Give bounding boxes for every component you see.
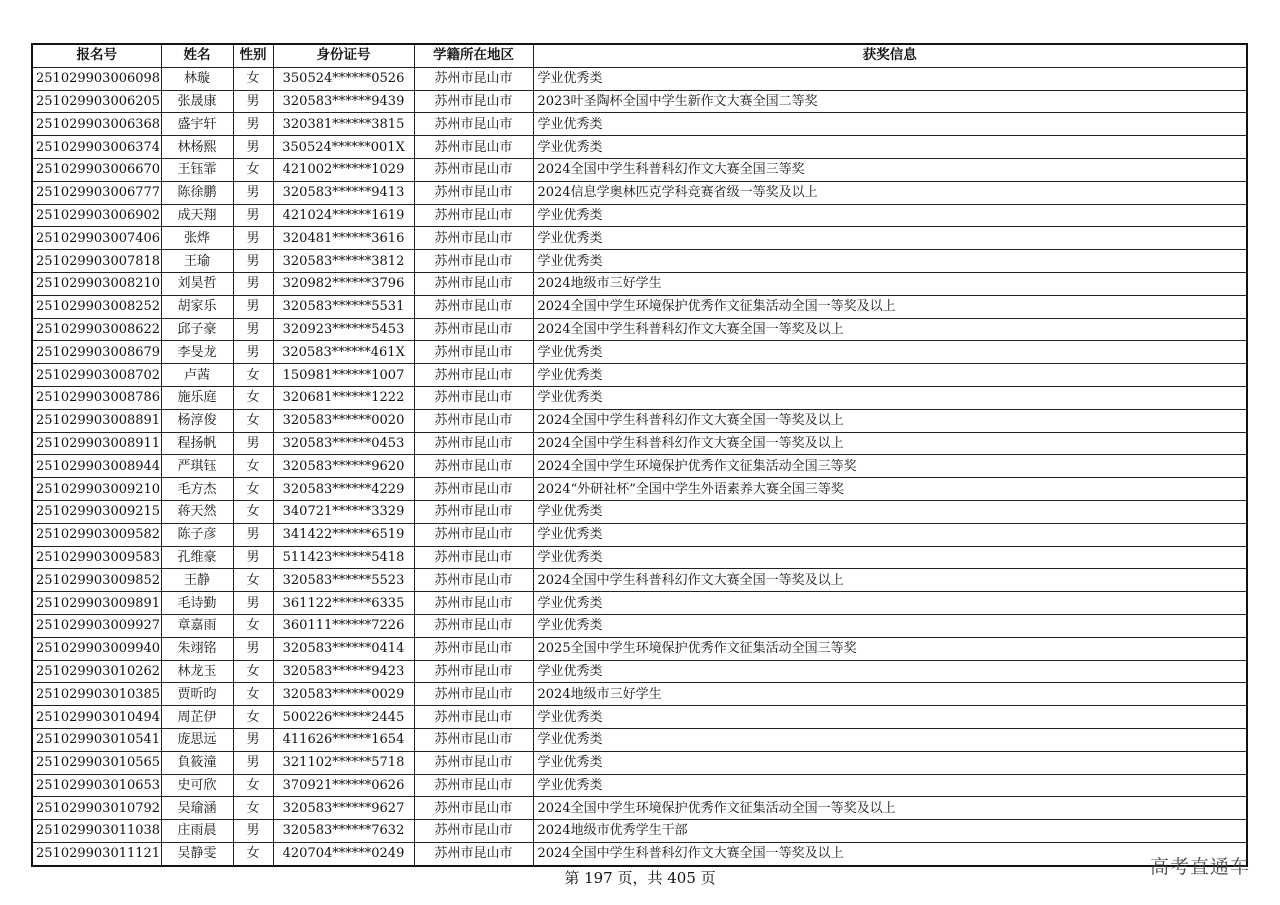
cell-region: 苏州市昆山市 — [414, 409, 533, 432]
cell-region: 苏州市昆山市 — [414, 797, 533, 820]
cell-id-number: 411626******1654 — [273, 728, 414, 751]
results-table — [31, 43, 1248, 867]
cell-region: 苏州市昆山市 — [414, 820, 533, 843]
cell-name: 胡家乐 — [161, 295, 233, 318]
cell-id-number: 150981******1007 — [273, 364, 414, 387]
cell-award: 学业优秀类 — [533, 136, 1247, 159]
cell-region: 苏州市昆山市 — [414, 728, 533, 751]
cell-gender: 女 — [233, 455, 273, 478]
cell-award: 学业优秀类 — [533, 386, 1247, 409]
col-header-registration-no: 报名号 — [32, 44, 161, 67]
cell-name: 刘昊哲 — [161, 272, 233, 295]
cell-award: 2024地级市优秀学生干部 — [533, 820, 1247, 843]
cell-award: 2024信息学奥林匹克学科竞赛省级一等奖及以上 — [533, 181, 1247, 204]
cell-id-number: 361122******6335 — [273, 592, 414, 615]
table-row — [32, 204, 1247, 227]
table-row — [32, 158, 1247, 181]
cell-registration-no: 251029903006777 — [32, 181, 161, 204]
cell-gender: 男 — [233, 728, 273, 751]
cell-registration-no: 251029903008911 — [32, 432, 161, 455]
table-row — [32, 136, 1247, 159]
cell-name: 陈徐鹏 — [161, 181, 233, 204]
cell-award: 学业优秀类 — [533, 706, 1247, 729]
table-row — [32, 569, 1247, 592]
cell-name: 林龙玉 — [161, 660, 233, 683]
col-header-award: 获奖信息 — [533, 44, 1247, 67]
cell-registration-no: 251029903006368 — [32, 113, 161, 136]
cell-id-number: 420704******0249 — [273, 842, 414, 865]
cell-registration-no: 251029903010792 — [32, 797, 161, 820]
cell-region: 苏州市昆山市 — [414, 523, 533, 546]
table-row — [32, 181, 1247, 204]
cell-region: 苏州市昆山市 — [414, 90, 533, 113]
cell-gender: 女 — [233, 364, 273, 387]
table-row — [32, 250, 1247, 273]
cell-id-number: 320583******3812 — [273, 250, 414, 273]
cell-id-number: 341422******6519 — [273, 523, 414, 546]
cell-id-number: 320583******7632 — [273, 820, 414, 843]
cell-gender: 女 — [233, 158, 273, 181]
cell-gender: 女 — [233, 67, 273, 90]
table-row — [32, 341, 1247, 364]
cell-id-number: 320583******0453 — [273, 432, 414, 455]
cell-registration-no: 251029903006670 — [32, 158, 161, 181]
cell-id-number: 421024******1619 — [273, 204, 414, 227]
cell-award: 学业优秀类 — [533, 204, 1247, 227]
table-row — [32, 113, 1247, 136]
table-row — [32, 706, 1247, 729]
cell-gender: 男 — [233, 227, 273, 250]
cell-award: 学业优秀类 — [533, 67, 1247, 90]
watermark-logo-text: 高考直通车 — [1149, 856, 1250, 878]
cell-id-number: 320583******5531 — [273, 295, 414, 318]
cell-gender: 男 — [233, 181, 273, 204]
cell-name: 毛方杰 — [161, 478, 233, 501]
cell-name: 林璇 — [161, 67, 233, 90]
cell-region: 苏州市昆山市 — [414, 158, 533, 181]
cell-id-number: 421002******1029 — [273, 158, 414, 181]
cell-id-number: 320481******3616 — [273, 227, 414, 250]
cell-award: 2024全国中学生环境保护优秀作文征集活动全国一等奖及以上 — [533, 797, 1247, 820]
cell-gender: 男 — [233, 341, 273, 364]
cell-name: 陈子彦 — [161, 523, 233, 546]
cell-name: 朱翊铭 — [161, 637, 233, 660]
cell-award: 2024地级市三好学生 — [533, 683, 1247, 706]
cell-region: 苏州市昆山市 — [414, 842, 533, 865]
table-row — [32, 409, 1247, 432]
table-row — [32, 592, 1247, 615]
cell-award: 2023叶圣陶杯全国中学生新作文大赛全国二等奖 — [533, 90, 1247, 113]
cell-gender: 女 — [233, 774, 273, 797]
cell-award: 学业优秀类 — [533, 592, 1247, 615]
cell-registration-no: 251029903009215 — [32, 500, 161, 523]
cell-name: 杨淳俊 — [161, 409, 233, 432]
cell-region: 苏州市昆山市 — [414, 341, 533, 364]
cell-award: 2024全国中学生环境保护优秀作文征集活动全国三等奖 — [533, 455, 1247, 478]
cell-region: 苏州市昆山市 — [414, 204, 533, 227]
cell-registration-no: 251029903008622 — [32, 318, 161, 341]
cell-registration-no: 251029903009852 — [32, 569, 161, 592]
cell-id-number: 320583******9439 — [273, 90, 414, 113]
cell-gender: 女 — [233, 706, 273, 729]
cell-gender: 男 — [233, 523, 273, 546]
cell-name: 庞思远 — [161, 728, 233, 751]
cell-id-number: 320583******0020 — [273, 409, 414, 432]
cell-region: 苏州市昆山市 — [414, 386, 533, 409]
cell-gender: 女 — [233, 500, 273, 523]
cell-registration-no: 251029903010494 — [32, 706, 161, 729]
cell-registration-no: 251029903006098 — [32, 67, 161, 90]
cell-gender: 男 — [233, 751, 273, 774]
table-row — [32, 500, 1247, 523]
cell-id-number: 320681******1222 — [273, 386, 414, 409]
table-row — [32, 478, 1247, 501]
cell-name: 吴静雯 — [161, 842, 233, 865]
cell-region: 苏州市昆山市 — [414, 478, 533, 501]
cell-gender: 女 — [233, 797, 273, 820]
col-header-region: 学籍所在地区 — [414, 44, 533, 67]
table-row — [32, 683, 1247, 706]
cell-award: 2024地级市三好学生 — [533, 272, 1247, 295]
cell-registration-no: 251029903011121 — [32, 842, 161, 865]
cell-id-number: 370921******0626 — [273, 774, 414, 797]
cell-award: 2024“外研社杯”全国中学生外语素养大赛全国三等奖 — [533, 478, 1247, 501]
cell-award: 学业优秀类 — [533, 341, 1247, 364]
cell-gender: 女 — [233, 614, 273, 637]
cell-region: 苏州市昆山市 — [414, 500, 533, 523]
cell-region: 苏州市昆山市 — [414, 295, 533, 318]
table-row — [32, 614, 1247, 637]
table-row — [32, 364, 1247, 387]
cell-gender: 男 — [233, 592, 273, 615]
cell-gender: 男 — [233, 113, 273, 136]
cell-region: 苏州市昆山市 — [414, 136, 533, 159]
cell-registration-no: 251029903010262 — [32, 660, 161, 683]
cell-gender: 男 — [233, 204, 273, 227]
table-row — [32, 820, 1247, 843]
cell-region: 苏州市昆山市 — [414, 318, 533, 341]
cell-registration-no: 251029903009891 — [32, 592, 161, 615]
cell-award: 学业优秀类 — [533, 546, 1247, 569]
cell-award: 学业优秀类 — [533, 774, 1247, 797]
cell-name: 庄雨晨 — [161, 820, 233, 843]
cell-registration-no: 251029903011038 — [32, 820, 161, 843]
cell-id-number: 320583******461X — [273, 341, 414, 364]
cell-registration-no: 251029903008679 — [32, 341, 161, 364]
cell-name: 蒋天然 — [161, 500, 233, 523]
cell-name: 张烨 — [161, 227, 233, 250]
cell-id-number: 320583******9627 — [273, 797, 414, 820]
cell-registration-no: 251029903010653 — [32, 774, 161, 797]
cell-award: 学业优秀类 — [533, 523, 1247, 546]
cell-name: 孔维豪 — [161, 546, 233, 569]
cell-id-number: 350524******0526 — [273, 67, 414, 90]
table-row — [32, 432, 1247, 455]
cell-id-number: 320982******3796 — [273, 272, 414, 295]
cell-registration-no: 251029903006902 — [32, 204, 161, 227]
cell-award: 2024全国中学生科普科幻作文大赛全国一等奖及以上 — [533, 318, 1247, 341]
cell-region: 苏州市昆山市 — [414, 67, 533, 90]
cell-region: 苏州市昆山市 — [414, 455, 533, 478]
cell-name: 成天翔 — [161, 204, 233, 227]
cell-award: 2024全国中学生科普科幻作文大赛全国三等奖 — [533, 158, 1247, 181]
cell-gender: 男 — [233, 295, 273, 318]
cell-registration-no: 251029903010385 — [32, 683, 161, 706]
cell-registration-no: 251029903009940 — [32, 637, 161, 660]
cell-region: 苏州市昆山市 — [414, 250, 533, 273]
cell-registration-no: 251029903009210 — [32, 478, 161, 501]
cell-id-number: 320583******9423 — [273, 660, 414, 683]
cell-id-number: 340721******3329 — [273, 500, 414, 523]
cell-region: 苏州市昆山市 — [414, 660, 533, 683]
cell-name: 程扬帆 — [161, 432, 233, 455]
cell-region: 苏州市昆山市 — [414, 113, 533, 136]
cell-name: 严琪钰 — [161, 455, 233, 478]
cell-name: 毛诗勤 — [161, 592, 233, 615]
cell-gender: 女 — [233, 386, 273, 409]
table-row — [32, 455, 1247, 478]
cell-id-number: 320583******9413 — [273, 181, 414, 204]
cell-award: 2024全国中学生环境保护优秀作文征集活动全国一等奖及以上 — [533, 295, 1247, 318]
header-row — [32, 44, 1247, 67]
cell-award: 2024全国中学生科普科幻作文大赛全国一等奖及以上 — [533, 569, 1247, 592]
table-row — [32, 797, 1247, 820]
cell-id-number: 360111******7226 — [273, 614, 414, 637]
cell-registration-no: 251029903008210 — [32, 272, 161, 295]
cell-name: 章嘉雨 — [161, 614, 233, 637]
cell-award: 学业优秀类 — [533, 250, 1247, 273]
cell-name: 林杨熙 — [161, 136, 233, 159]
col-header-id-number: 身份证号 — [273, 44, 414, 67]
cell-name: 张晟康 — [161, 90, 233, 113]
cell-id-number: 320381******3815 — [273, 113, 414, 136]
cell-region: 苏州市昆山市 — [414, 364, 533, 387]
table-row — [32, 295, 1247, 318]
cell-region: 苏州市昆山市 — [414, 227, 533, 250]
cell-registration-no: 251029903009927 — [32, 614, 161, 637]
cell-id-number: 511423******5418 — [273, 546, 414, 569]
table-row — [32, 842, 1247, 865]
cell-registration-no: 251029903006374 — [32, 136, 161, 159]
cell-region: 苏州市昆山市 — [414, 592, 533, 615]
cell-region: 苏州市昆山市 — [414, 272, 533, 295]
table-row — [32, 272, 1247, 295]
cell-region: 苏州市昆山市 — [414, 432, 533, 455]
table-body — [32, 67, 1247, 865]
cell-name: 邱子豪 — [161, 318, 233, 341]
cell-award: 学业优秀类 — [533, 113, 1247, 136]
cell-gender: 男 — [233, 90, 273, 113]
cell-region: 苏州市昆山市 — [414, 774, 533, 797]
cell-id-number: 500226******2445 — [273, 706, 414, 729]
cell-registration-no: 251029903009582 — [32, 523, 161, 546]
cell-name: 史可欣 — [161, 774, 233, 797]
cell-region: 苏州市昆山市 — [414, 546, 533, 569]
cell-registration-no: 251029903007818 — [32, 250, 161, 273]
table-row — [32, 774, 1247, 797]
cell-award: 学业优秀类 — [533, 227, 1247, 250]
table-row — [32, 660, 1247, 683]
cell-gender: 女 — [233, 569, 273, 592]
cell-award: 2025全国中学生环境保护优秀作文征集活动全国三等奖 — [533, 637, 1247, 660]
page-number: 第 197 页，共 405 页 — [564, 869, 716, 887]
cell-gender: 女 — [233, 842, 273, 865]
cell-gender: 男 — [233, 546, 273, 569]
cell-award: 学业优秀类 — [533, 751, 1247, 774]
cell-award: 学业优秀类 — [533, 500, 1247, 523]
cell-award: 学业优秀类 — [533, 728, 1247, 751]
table-row — [32, 523, 1247, 546]
cell-gender: 女 — [233, 683, 273, 706]
cell-gender: 女 — [233, 660, 273, 683]
table-row — [32, 546, 1247, 569]
cell-registration-no: 251029903008786 — [32, 386, 161, 409]
cell-region: 苏州市昆山市 — [414, 614, 533, 637]
cell-award: 2024全国中学生科普科幻作文大赛全国一等奖及以上 — [533, 432, 1247, 455]
col-header-gender: 性别 — [233, 44, 273, 67]
cell-id-number: 320583******9620 — [273, 455, 414, 478]
table-row — [32, 90, 1247, 113]
cell-name: 贾昕昀 — [161, 683, 233, 706]
cell-region: 苏州市昆山市 — [414, 706, 533, 729]
cell-award: 学业优秀类 — [533, 364, 1247, 387]
cell-id-number: 350524******001X — [273, 136, 414, 159]
cell-name: 盛宇轩 — [161, 113, 233, 136]
cell-id-number: 320583******0414 — [273, 637, 414, 660]
col-header-name: 姓名 — [161, 44, 233, 67]
cell-region: 苏州市昆山市 — [414, 181, 533, 204]
cell-award: 2024全国中学生科普科幻作文大赛全国一等奖及以上 — [533, 842, 1247, 865]
cell-registration-no: 251029903008891 — [32, 409, 161, 432]
cell-id-number: 320583******4229 — [273, 478, 414, 501]
table-row — [32, 386, 1247, 409]
cell-region: 苏州市昆山市 — [414, 569, 533, 592]
cell-name: 周芷伊 — [161, 706, 233, 729]
table-row — [32, 67, 1247, 90]
cell-gender: 女 — [233, 478, 273, 501]
cell-name: 王瑜 — [161, 250, 233, 273]
cell-name: 負筱潼 — [161, 751, 233, 774]
cell-name: 吴瑜涵 — [161, 797, 233, 820]
cell-gender: 男 — [233, 136, 273, 159]
cell-name: 王静 — [161, 569, 233, 592]
cell-gender: 男 — [233, 637, 273, 660]
cell-region: 苏州市昆山市 — [414, 751, 533, 774]
cell-gender: 男 — [233, 432, 273, 455]
cell-name: 李旻龙 — [161, 341, 233, 364]
cell-registration-no: 251029903009583 — [32, 546, 161, 569]
cell-award: 学业优秀类 — [533, 660, 1247, 683]
cell-id-number: 320923******5453 — [273, 318, 414, 341]
table-row — [32, 227, 1247, 250]
cell-gender: 女 — [233, 409, 273, 432]
cell-gender: 男 — [233, 272, 273, 295]
cell-award: 学业优秀类 — [533, 614, 1247, 637]
cell-gender: 男 — [233, 318, 273, 341]
cell-registration-no: 251029903008702 — [32, 364, 161, 387]
cell-region: 苏州市昆山市 — [414, 637, 533, 660]
cell-id-number: 320583******0029 — [273, 683, 414, 706]
table-row — [32, 728, 1247, 751]
cell-registration-no: 251029903006205 — [32, 90, 161, 113]
cell-registration-no: 251029903008944 — [32, 455, 161, 478]
cell-registration-no: 251029903008252 — [32, 295, 161, 318]
cell-registration-no: 251029903010541 — [32, 728, 161, 751]
cell-registration-no: 251029903007406 — [32, 227, 161, 250]
cell-registration-no: 251029903010565 — [32, 751, 161, 774]
cell-gender: 男 — [233, 250, 273, 273]
cell-id-number: 321102******5718 — [273, 751, 414, 774]
cell-id-number: 320583******5523 — [273, 569, 414, 592]
cell-name: 卢茜 — [161, 364, 233, 387]
cell-gender: 男 — [233, 820, 273, 843]
table-row — [32, 318, 1247, 341]
cell-name: 王钰霏 — [161, 158, 233, 181]
cell-region: 苏州市昆山市 — [414, 683, 533, 706]
cell-award: 2024全国中学生科普科幻作文大赛全国一等奖及以上 — [533, 409, 1247, 432]
table-row — [32, 637, 1247, 660]
table-row — [32, 751, 1247, 774]
cell-name: 施乐庭 — [161, 386, 233, 409]
